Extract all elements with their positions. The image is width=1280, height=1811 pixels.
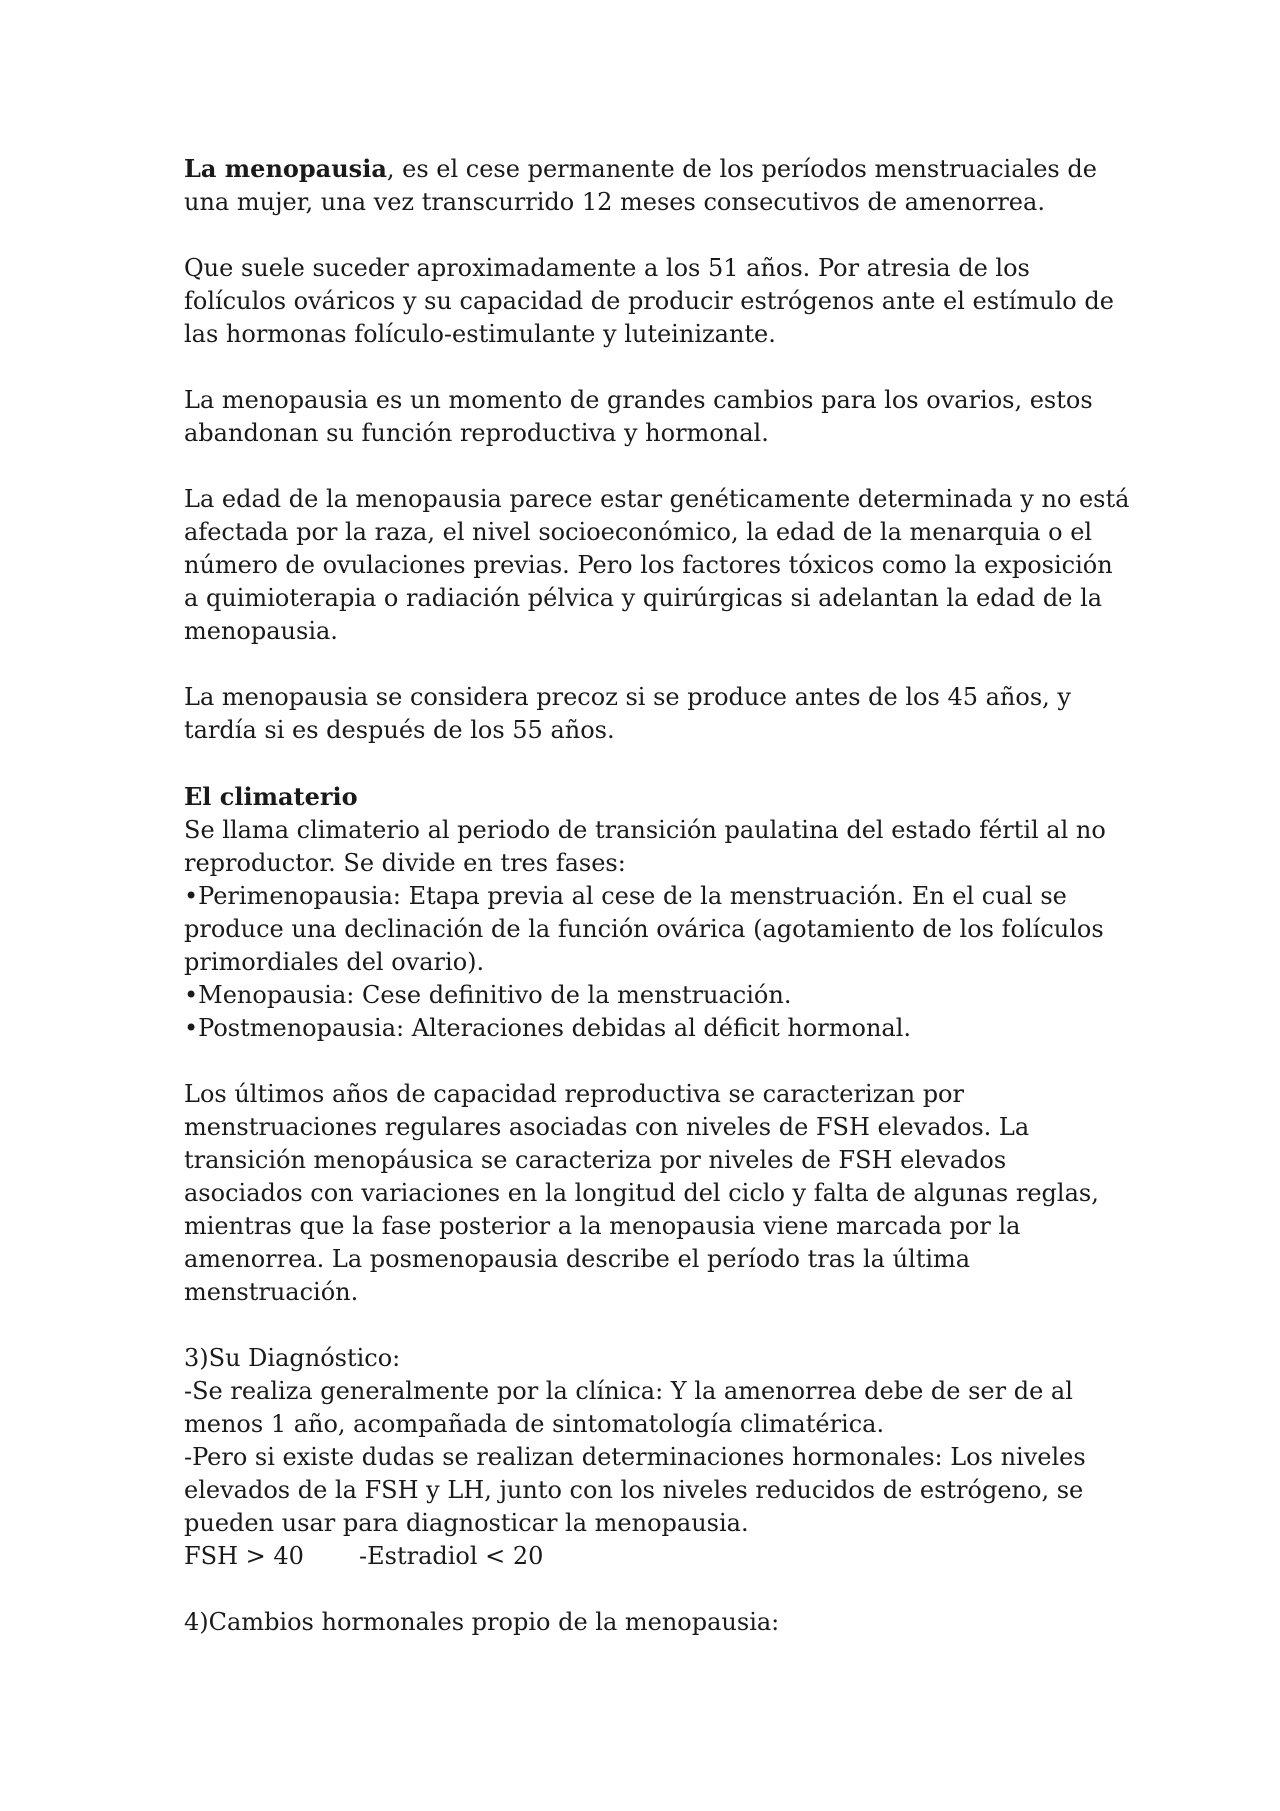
intro-line-1: La menopausia, es el cese permanente de los períodos menstruaciales de — [184, 154, 1097, 183]
para-age-line: folículos ováricos y su capacidad de producir estrógenos ante el estímulo de — [184, 287, 1114, 315]
climaterio-heading: El climaterio — [184, 782, 358, 811]
para-age-line: las hormonas folículo-estimulante y luteinizante. — [184, 320, 776, 348]
diagnostico-line: pueden usar para diagnosticar la menopausia. — [184, 1509, 749, 1537]
climaterio-line: produce una declinación de la función ovárica (agotamiento de los folículos — [184, 915, 1104, 943]
para-fsh-line: amenorrea. La posmenopausia describe el período tras la última — [184, 1245, 971, 1273]
diagnostico-line: menos 1 año, acompañada de sintomatología climatérica. — [184, 1410, 885, 1438]
cambios-heading: 4)Cambios hormonales propio de la menopausia: — [184, 1608, 780, 1636]
diagnostico-line: -Se realiza generalmente por la clínica: Y la amenorrea debe de ser de al — [184, 1377, 1073, 1405]
para-genetic-line: menopausia. — [184, 617, 338, 645]
diagnostico-line: elevados de la FSH y LH, junto con los niveles reducidos de estrógeno, se — [184, 1476, 1084, 1504]
diagnostico-heading: 3)Su Diagnóstico: — [184, 1344, 401, 1372]
climaterio-bullet-postmenopausia: •Postmenopausia: Alteraciones debidas al déficit hormonal. — [184, 1014, 912, 1042]
para-genetic-line: La edad de la menopausia parece estar genéticamente determinada y no está — [184, 485, 1130, 513]
climaterio-line: primordiales del ovario). — [184, 948, 485, 976]
diagnostico-line: -Pero si existe dudas se realizan determinaciones hormonales: Los niveles — [184, 1443, 1086, 1471]
term-menopausia: La menopausia — [184, 154, 387, 183]
climaterio-bullet-perimenopausia: •Perimenopausia: Etapa previa al cese de la menstruación. En el cual se — [184, 882, 1067, 910]
intro-line-2: una mujer, una vez transcurrido 12 meses consecutivos de amenorrea. — [184, 188, 1045, 216]
para-fsh-line: Los últimos años de capacidad reproductiva se caracterizan por — [184, 1080, 964, 1108]
para-changes-line: La menopausia es un momento de grandes cambios para los ovarios, estos — [184, 386, 1093, 414]
document-page — [184, 152, 1130, 1639]
para-age-line: Que suele suceder aproximadamente a los 51 años. Por atresia de los — [184, 254, 1030, 282]
para-fsh-line: transición menopáusica se caracteriza por niveles de FSH elevados — [184, 1146, 1007, 1174]
para-genetic-line: a quimioterapia o radiación pélvica y quirúrgicas si adelantan la edad de la — [184, 584, 1103, 612]
estradiol-value: -Estradiol < 20 — [359, 1542, 544, 1570]
fsh-value: FSH > 40 — [184, 1542, 304, 1570]
para-precoz-line: La menopausia se considera precoz si se produce antes de los 45 años, y — [184, 683, 1071, 711]
para-fsh-line: menstruaciones regulares asociadas con niveles de FSH elevados. La — [184, 1113, 1030, 1141]
climaterio-bullet-menopausia: •Menopausia: Cese definitivo de la menstruación. — [184, 981, 792, 1009]
para-fsh-line: asociados con variaciones en la longitud del ciclo y falta de algunas reglas, — [184, 1179, 1099, 1207]
para-fsh-line: mientras que la fase posterior a la menopausia viene marcada por la — [184, 1212, 1021, 1240]
para-fsh-line: menstruación. — [184, 1278, 359, 1306]
para-precoz-line: tardía si es después de los 55 años. — [184, 716, 615, 744]
para-changes-line: abandonan su función reproductiva y hormonal. — [184, 419, 769, 447]
diagnostico-values — [184, 1540, 1114, 1573]
climaterio-line: Se llama climaterio al periodo de transición paulatina del estado fértil al no — [184, 816, 1106, 844]
para-genetic-line: afectada por la raza, el nivel socioeconómico, la edad de la menarquia o el — [184, 518, 1093, 546]
para-genetic-line: número de ovulaciones previas. Pero los factores tóxicos como la exposición — [184, 551, 1113, 579]
climaterio-line: reproductor. Se divide en tres fases: — [184, 849, 626, 877]
